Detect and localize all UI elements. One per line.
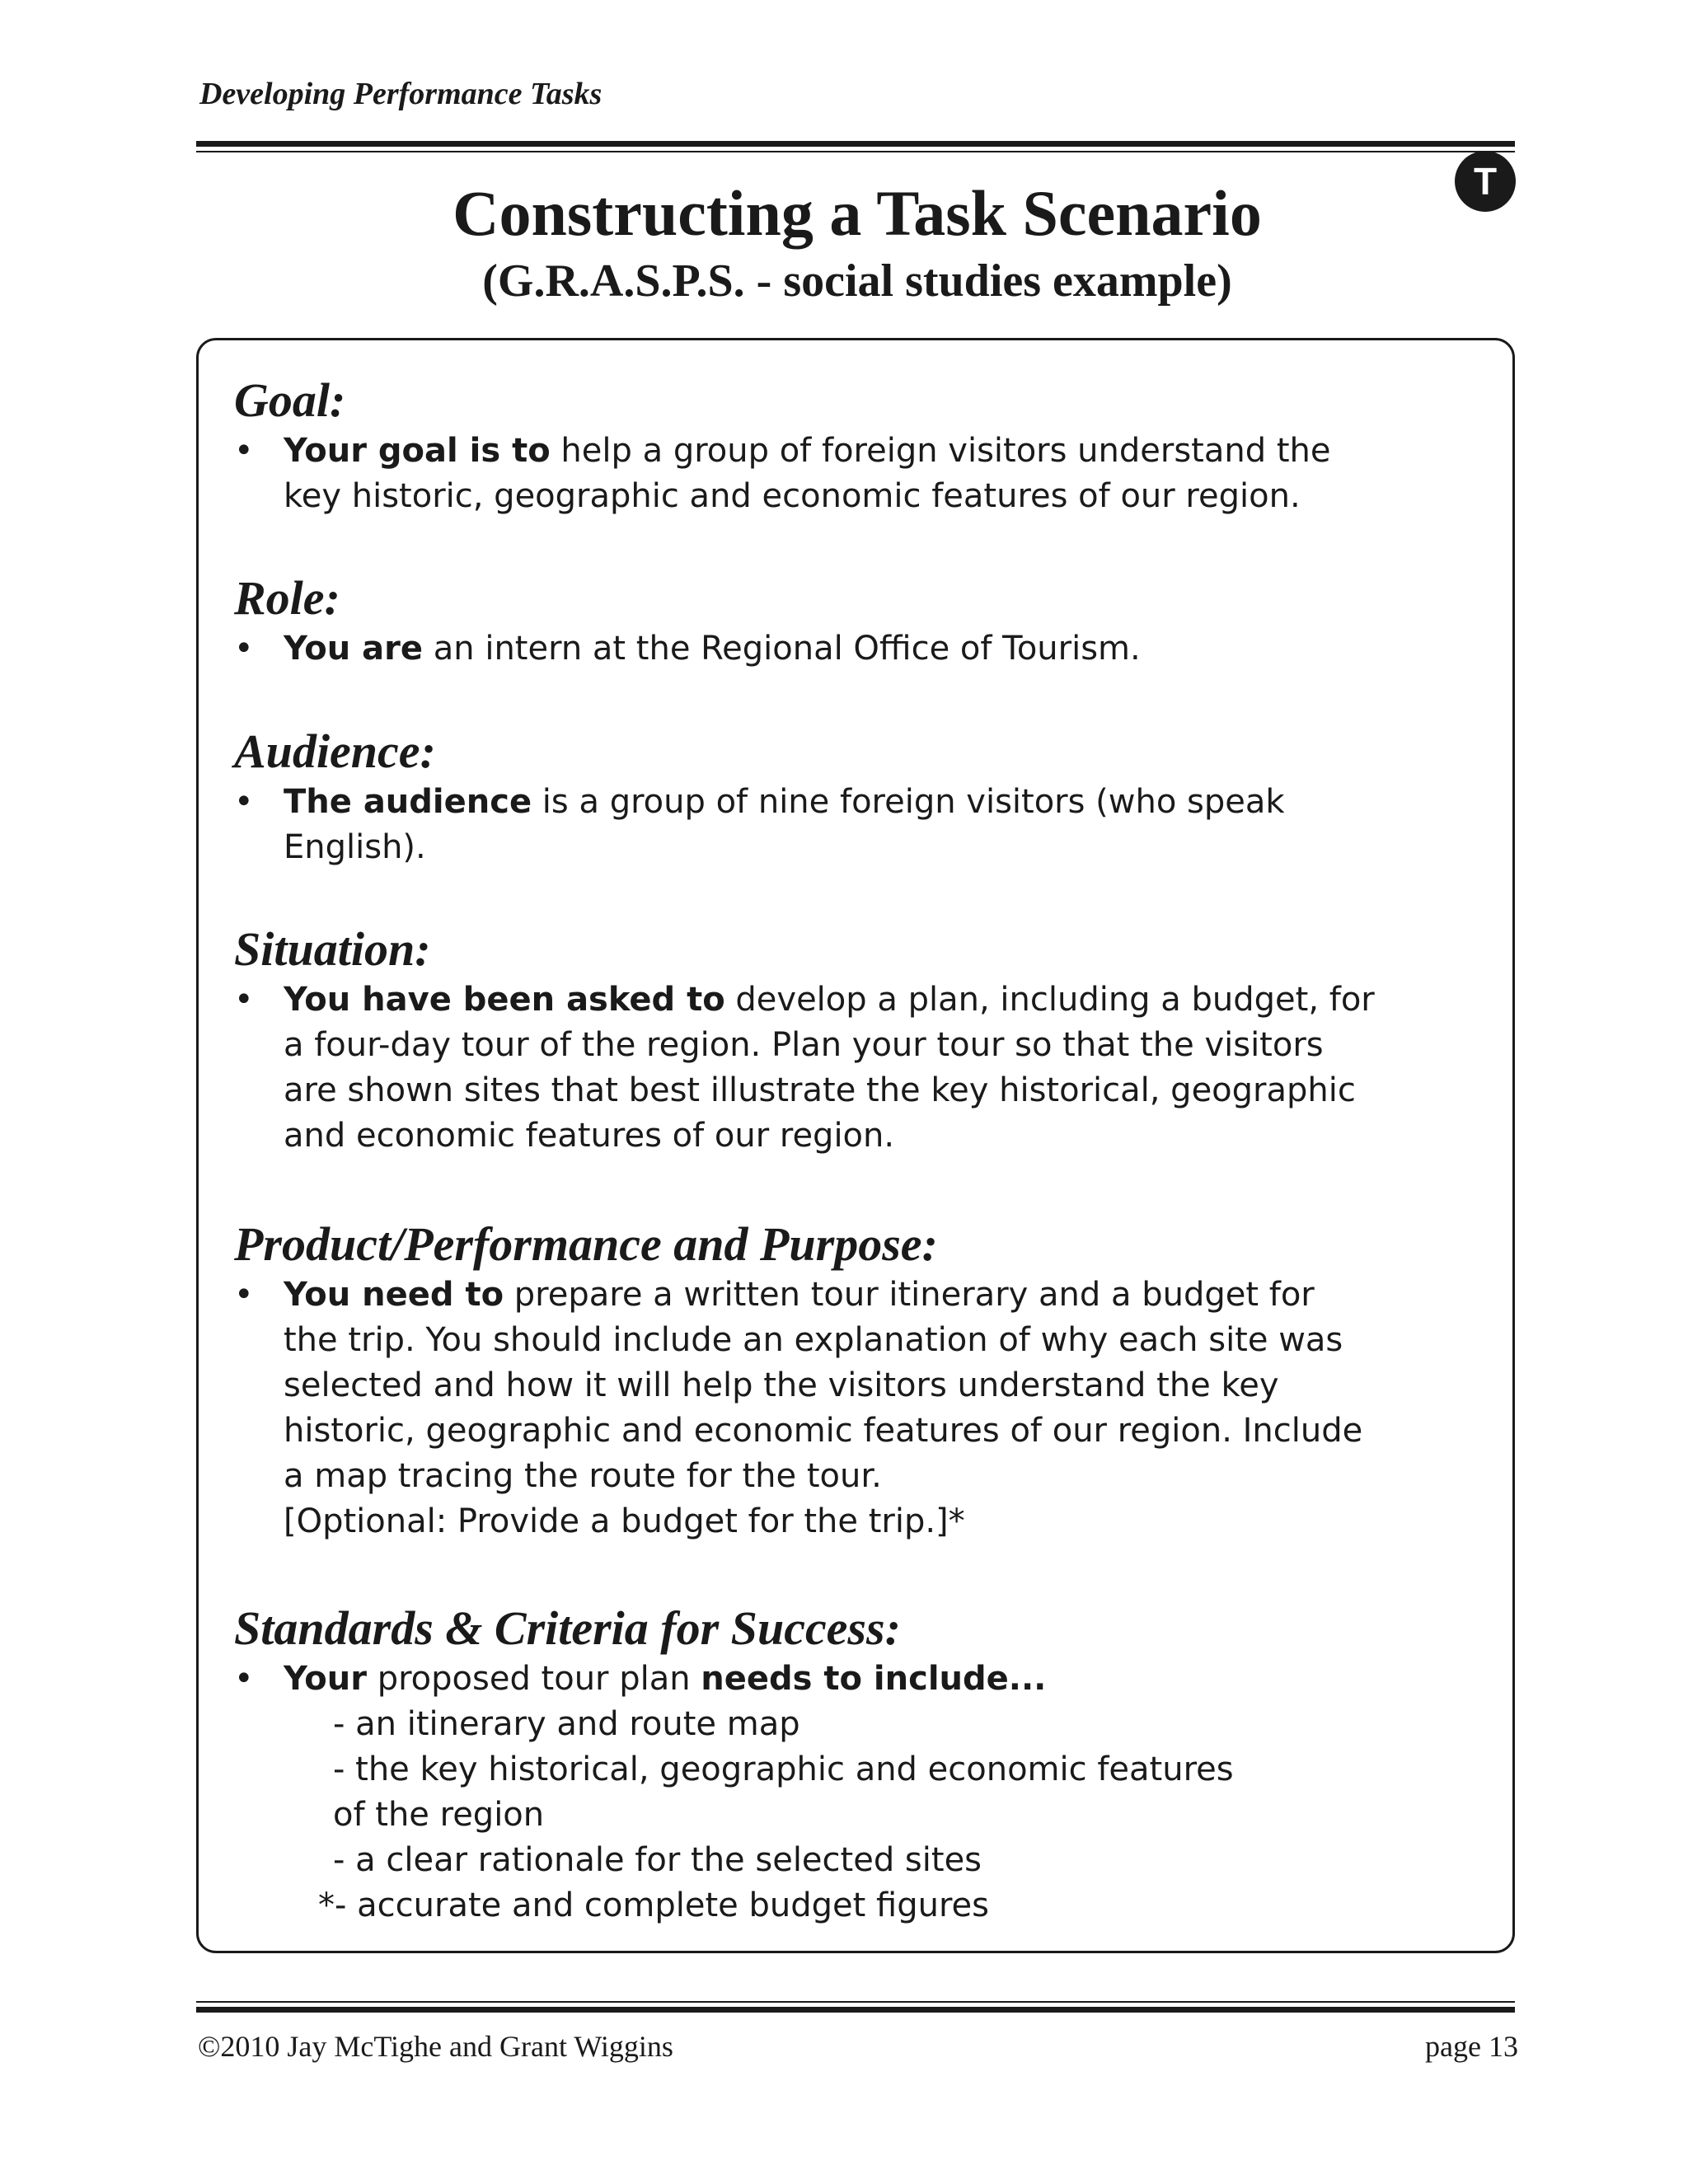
audience-heading: Audience: bbox=[234, 724, 436, 778]
goal-heading: Goal: bbox=[234, 373, 346, 427]
audience-text-1: is a group of nine foreign visitors (who speak bbox=[532, 783, 1285, 821]
situation-line-4: and economic features of our region. bbox=[284, 1117, 895, 1155]
product-line-2: the trip. You should include an explanation of why each site was bbox=[284, 1321, 1343, 1359]
criteria-item: - an itinerary and route map bbox=[333, 1705, 800, 1743]
standards-middle: proposed tour plan bbox=[366, 1660, 701, 1698]
standards-heading: Standards & Criteria for Success: bbox=[234, 1601, 901, 1655]
product-line-5: a map tracing the route for the tour. bbox=[284, 1457, 882, 1495]
standards-lead: Your bbox=[284, 1660, 367, 1698]
product-line-6: [Optional: Provide a budget for the trip.]* bbox=[284, 1502, 965, 1540]
audience-line-1 bbox=[284, 780, 1487, 825]
criteria-item: - the key historical, geographic and economic features bbox=[333, 1750, 1234, 1788]
situation-line-2: a four-day tour of the region. Plan your tour so that the visitors bbox=[284, 1026, 1324, 1064]
section-role bbox=[234, 570, 1487, 672]
audience-line-2: English). bbox=[284, 828, 426, 866]
bullet-dot: • bbox=[234, 630, 254, 668]
audience-lead: The audience bbox=[284, 783, 532, 821]
bullet-dot: • bbox=[234, 1276, 254, 1314]
role-heading: Role: bbox=[234, 571, 340, 625]
standards-line-1 bbox=[284, 1657, 1487, 1702]
criteria-item: of the region bbox=[333, 1796, 545, 1834]
teacher-badge: T bbox=[1455, 151, 1516, 212]
criteria-list bbox=[284, 1702, 1487, 1929]
goal-bullet bbox=[234, 429, 1487, 519]
bullet-dot: • bbox=[234, 981, 254, 1019]
bullet-dot: • bbox=[234, 1660, 254, 1698]
criteria-item: *- accurate and complete budget figures bbox=[318, 1886, 989, 1924]
bullet-dot: • bbox=[234, 432, 254, 470]
goal-text-1: help a group of foreign visitors understand the bbox=[550, 432, 1331, 470]
footer-page-number: page 13 bbox=[1425, 2030, 1518, 2063]
standards-lead-2: needs to include bbox=[701, 1660, 1009, 1698]
product-lead: You need to bbox=[284, 1276, 504, 1314]
page-title: Constructing a Task Scenario bbox=[452, 177, 1262, 249]
header-rule-thin bbox=[196, 151, 1515, 152]
standards-bullet bbox=[234, 1657, 1487, 1929]
situation-bullet bbox=[234, 977, 1487, 1159]
criteria-item: - a clear rationale for the selected sites bbox=[333, 1841, 982, 1879]
goal-line-1 bbox=[284, 429, 1487, 474]
situation-heading: Situation: bbox=[234, 922, 431, 976]
footer-copyright: ©2010 Jay McTighe and Grant Wiggins bbox=[198, 2030, 673, 2063]
product-text-1: prepare a written tour itinerary and a budget for bbox=[504, 1276, 1315, 1314]
section-audience bbox=[234, 724, 1487, 870]
footer-rule-thin bbox=[196, 2001, 1515, 2003]
section-standards bbox=[234, 1601, 1487, 1929]
standards-ellipsis: ... bbox=[1008, 1660, 1047, 1698]
running-header: Developing Performance Tasks bbox=[199, 77, 603, 111]
header-rule-thick bbox=[196, 141, 1515, 147]
situation-lead: You have been asked to bbox=[284, 981, 725, 1019]
product-line-3: selected and how it will help the visitors understand the key bbox=[284, 1366, 1279, 1404]
section-goal bbox=[234, 373, 1487, 519]
product-heading: Product/Performance and Purpose: bbox=[234, 1217, 938, 1271]
product-line-1 bbox=[284, 1272, 1487, 1318]
role-line-1 bbox=[284, 626, 1487, 672]
bullet-dot: • bbox=[234, 783, 254, 821]
footer-rule-thick bbox=[196, 2007, 1515, 2013]
role-text-1: an intern at the Regional Office of Tourism. bbox=[423, 630, 1141, 668]
role-bullet bbox=[234, 626, 1487, 672]
role-lead: You are bbox=[284, 630, 424, 668]
page-subtitle: (G.R.A.S.P.S. - social studies example) bbox=[482, 255, 1232, 307]
goal-lead: Your goal is to bbox=[284, 432, 551, 470]
situation-line-1 bbox=[284, 977, 1487, 1023]
product-line-4: historic, geographic and economic features of our region. Include bbox=[284, 1412, 1363, 1450]
product-bullet bbox=[234, 1272, 1487, 1544]
section-situation bbox=[234, 921, 1487, 1159]
audience-bullet bbox=[234, 780, 1487, 870]
goal-line-2: key historic, geographic and economic features of our region. bbox=[284, 477, 1301, 515]
situation-line-3: are shown sites that best illustrate the key historical, geographic bbox=[284, 1071, 1356, 1109]
section-product bbox=[234, 1216, 1487, 1544]
situation-text-1: develop a plan, including a budget, for bbox=[724, 981, 1375, 1019]
